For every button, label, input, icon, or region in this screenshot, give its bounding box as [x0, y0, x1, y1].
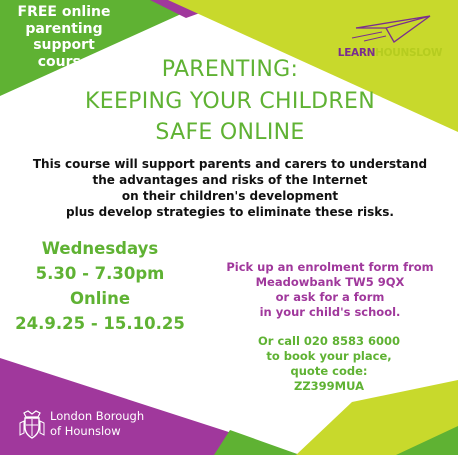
call-line: quote code:: [290, 364, 368, 378]
borough-crest-icon: [18, 409, 46, 441]
call-line: Or call 020 8583 6000: [258, 334, 400, 348]
borough-name: [50, 409, 144, 439]
schedule-mode: Online: [69, 289, 131, 308]
badge-line: FREE online: [17, 4, 111, 20]
intro-line: plus develop strategies to eliminate these risks.: [66, 205, 394, 219]
intro-line: on their children's development: [121, 189, 339, 203]
intro-line: the advantages and risks of the Internet: [92, 173, 368, 187]
logo-hounslow: HOUNSLOW: [375, 47, 443, 59]
schedule-dates: 24.9.25 - 15.10.25: [15, 314, 185, 333]
call-line: to book your place,: [266, 349, 392, 363]
badge-line: parenting: [25, 20, 103, 37]
schedule-time: 5.30 - 7.30pm: [35, 264, 165, 283]
badge-line: course: [37, 53, 91, 70]
london-borough-of-hounslow-logo: [18, 407, 148, 443]
enrol-line: or ask for a form: [275, 290, 385, 304]
intro-text: [4, 156, 456, 220]
paper-plane-icon: [334, 8, 446, 48]
borough-line: of Hounslow: [50, 424, 121, 438]
title-line-2: KEEPING YOUR CHILDREN: [85, 89, 375, 114]
logo-learn: LEARN: [337, 47, 376, 59]
quote-code: ZZ399MUA: [293, 379, 364, 393]
title-line-3: SAFE ONLINE: [155, 120, 305, 145]
schedule-day: Wednesdays: [41, 239, 159, 258]
enrolment-info: [208, 260, 452, 320]
badge-line: support: [33, 37, 95, 53]
title-line-1: PARENTING:: [161, 57, 299, 82]
intro-line: This course will support parents and carers to understand: [32, 157, 428, 171]
enrol-line: Meadowbank TW5 9QX: [255, 275, 405, 289]
booking-info: [222, 334, 436, 394]
schedule-block: [10, 236, 190, 336]
borough-line: London Borough: [50, 409, 145, 423]
enrol-line: Pick up an enrolment form from: [226, 260, 434, 274]
enrol-line: in your child's school.: [259, 305, 401, 319]
